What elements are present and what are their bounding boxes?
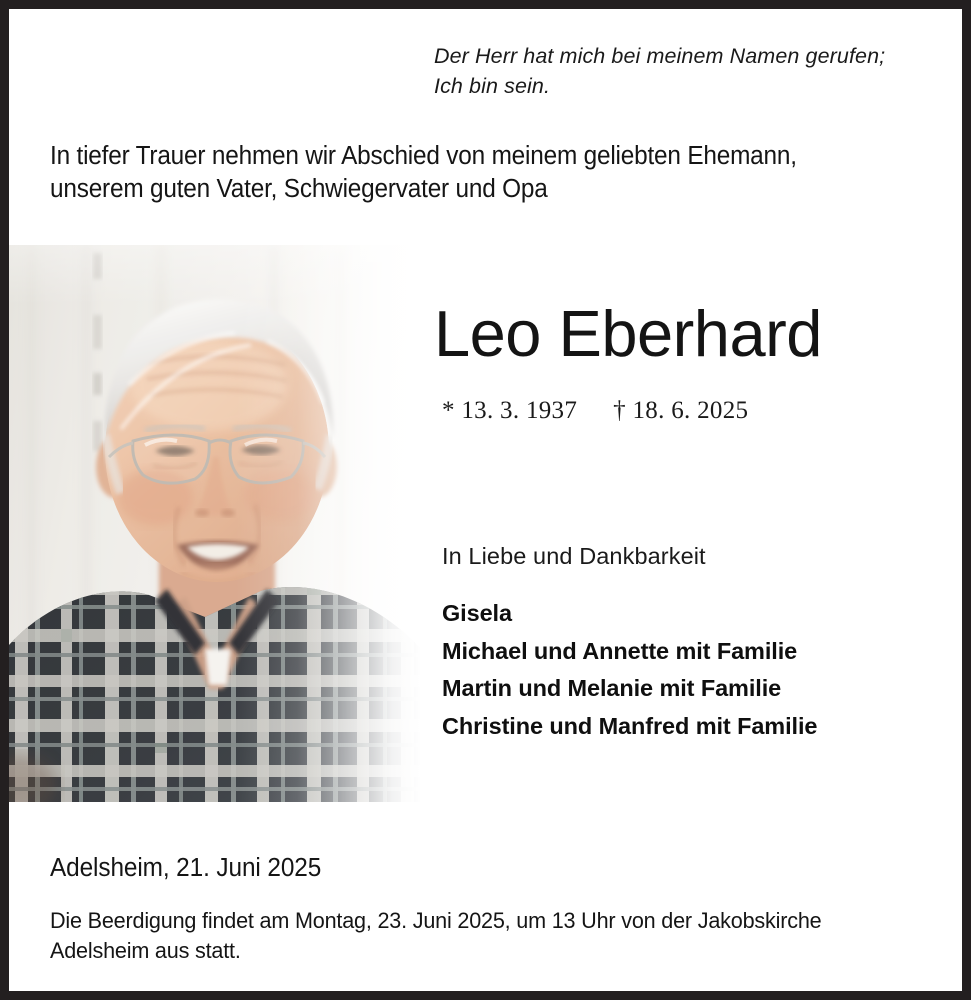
verse-line-1: Der Herr hat mich bei meinem Namen gerufen; [434, 44, 886, 68]
death-date: † 18. 6. 2025 [613, 397, 749, 424]
funeral-details-line-1: Die Beerdigung findet am Montag, 23. Juni 2025, um 13 Uhr von der Jakobskirche [50, 908, 822, 933]
portrait-photo-image [9, 245, 421, 802]
mourner-name: Michael und Annette mit Familie [442, 637, 798, 664]
mourning-statement-line-1: In tiefer Trauer nehmen wir Abschied von meinem geliebten Ehemann, [50, 142, 797, 170]
deceased-name: Leo Eberhard [434, 297, 822, 370]
mourners-list [442, 595, 942, 745]
mourner-name: Christine und Manfred mit Familie [442, 712, 818, 739]
mourner-name: Gisela [442, 600, 512, 626]
portrait-photo [9, 245, 421, 802]
funeral-details-line-2: Adelsheim aus statt. [50, 938, 241, 963]
memorial-verse [434, 41, 954, 101]
gratitude-line: In Liebe und Dankbarkeit [442, 543, 706, 569]
birth-date: * 13. 3. 1937 [442, 397, 578, 424]
place-and-date: Adelsheim, 21. Juni 2025 [50, 854, 322, 882]
mourning-statement-line-2: unserem guten Vater, Schwiegervater und Opa [50, 175, 548, 203]
life-dates [442, 395, 748, 427]
mourner-name: Martin und Melanie mit Familie [442, 675, 782, 701]
mourning-statement [50, 140, 890, 206]
funeral-details [50, 906, 904, 966]
verse-line-2: Ich bin sein. [434, 74, 551, 98]
